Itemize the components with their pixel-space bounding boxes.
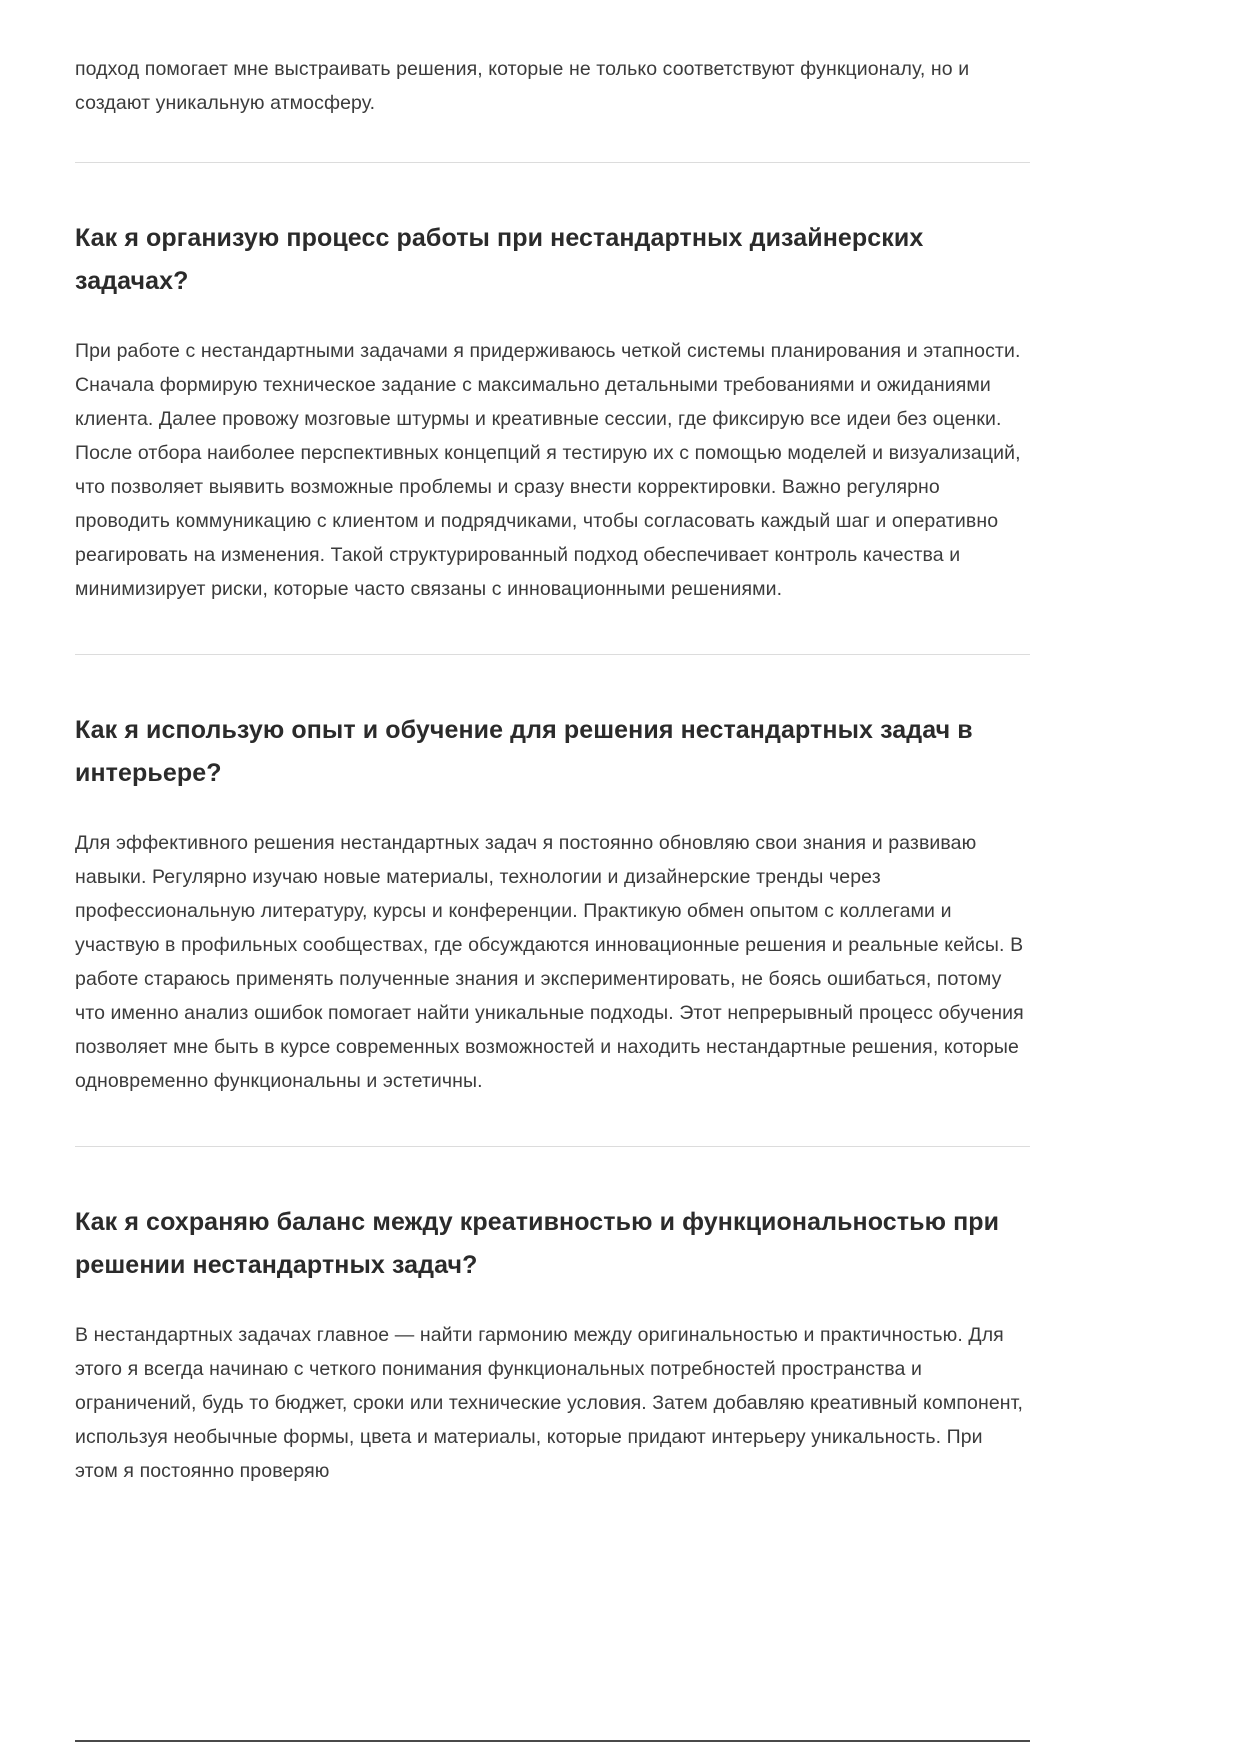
section-heading: Как я использую опыт и обучение для решения нестандартных задач в интерьере? <box>75 716 973 787</box>
page-bottom-rule <box>75 1740 1030 1742</box>
qa-section-experience-learning <box>75 655 1030 1146</box>
section-heading: Как я организую процесс работы при нестандартных дизайнерских задачах? <box>75 224 924 295</box>
intro-paragraph-fragment: подход помогает мне выстраивать решения, которые не только соответствуют функционалу, но и создают уникальную атмосферу. <box>75 58 970 114</box>
article-page <box>75 0 1030 1740</box>
qa-section-creativity-functionality-balance <box>75 1147 1030 1488</box>
section-body: В нестандартных задачах главное — найти гармонию между оригинальностью и практичностью. Для этого я всегда начинаю с четкого понимания функциональных потребностей пространства и ограничений, будь то бюджет, сроки или технические условия. Затем добавляю креативный компонент, используя необычные формы, цвета и материалы, которые придают интерьеру уникальность. При этом я постоянно проверяю <box>75 1324 1024 1482</box>
section-body: Для эффективного решения нестандартных задач я постоянно обновляю свои знания и развиваю навыки. Регулярно изучаю новые материалы, технологии и дизайнерские тренды через профессиональную литературу, курсы и конференции. Практикую обмен опытом с коллегами и участвую в профильных сообществах, где обсуждаются инновационные решения и реальные кейсы. В работе стараюсь применять полученные знания и экспериментировать, не боясь ошибаться, потому что именно анализ ошибок помогает найти уникальные подходы. Этот непрерывный процесс обучения позволяет мне быть в курсе современных возможностей и находить нестандартные решения, которые одновременно функциональны и эстетичны. <box>75 832 1024 1092</box>
qa-section-work-process <box>75 163 1030 654</box>
section-body: При работе с нестандартными задачами я придерживаюсь четкой системы планирования и этапности. Сначала формирую техническое задание с максимально детальными требованиями и ожиданиями клиента. Далее провожу мозговые штурмы и креативные сессии, где фиксирую все идеи без оценки. После отбора наиболее перспективных концепций я тестирую их с помощью моделей и визуализаций, что позволяет выявить возможные проблемы и сразу внести корректировки. Важно регулярно проводить коммуникацию с клиентом и подрядчиками, чтобы согласовать каждый шаг и оперативно реагировать на изменения. Такой структурированный подход обеспечивает контроль качества и минимизирует риски, которые часто связаны с инновационными решениями. <box>75 340 1021 600</box>
section-heading: Как я сохраняю баланс между креативностью и функциональностью при решении нестандартных задач? <box>75 1208 1000 1279</box>
